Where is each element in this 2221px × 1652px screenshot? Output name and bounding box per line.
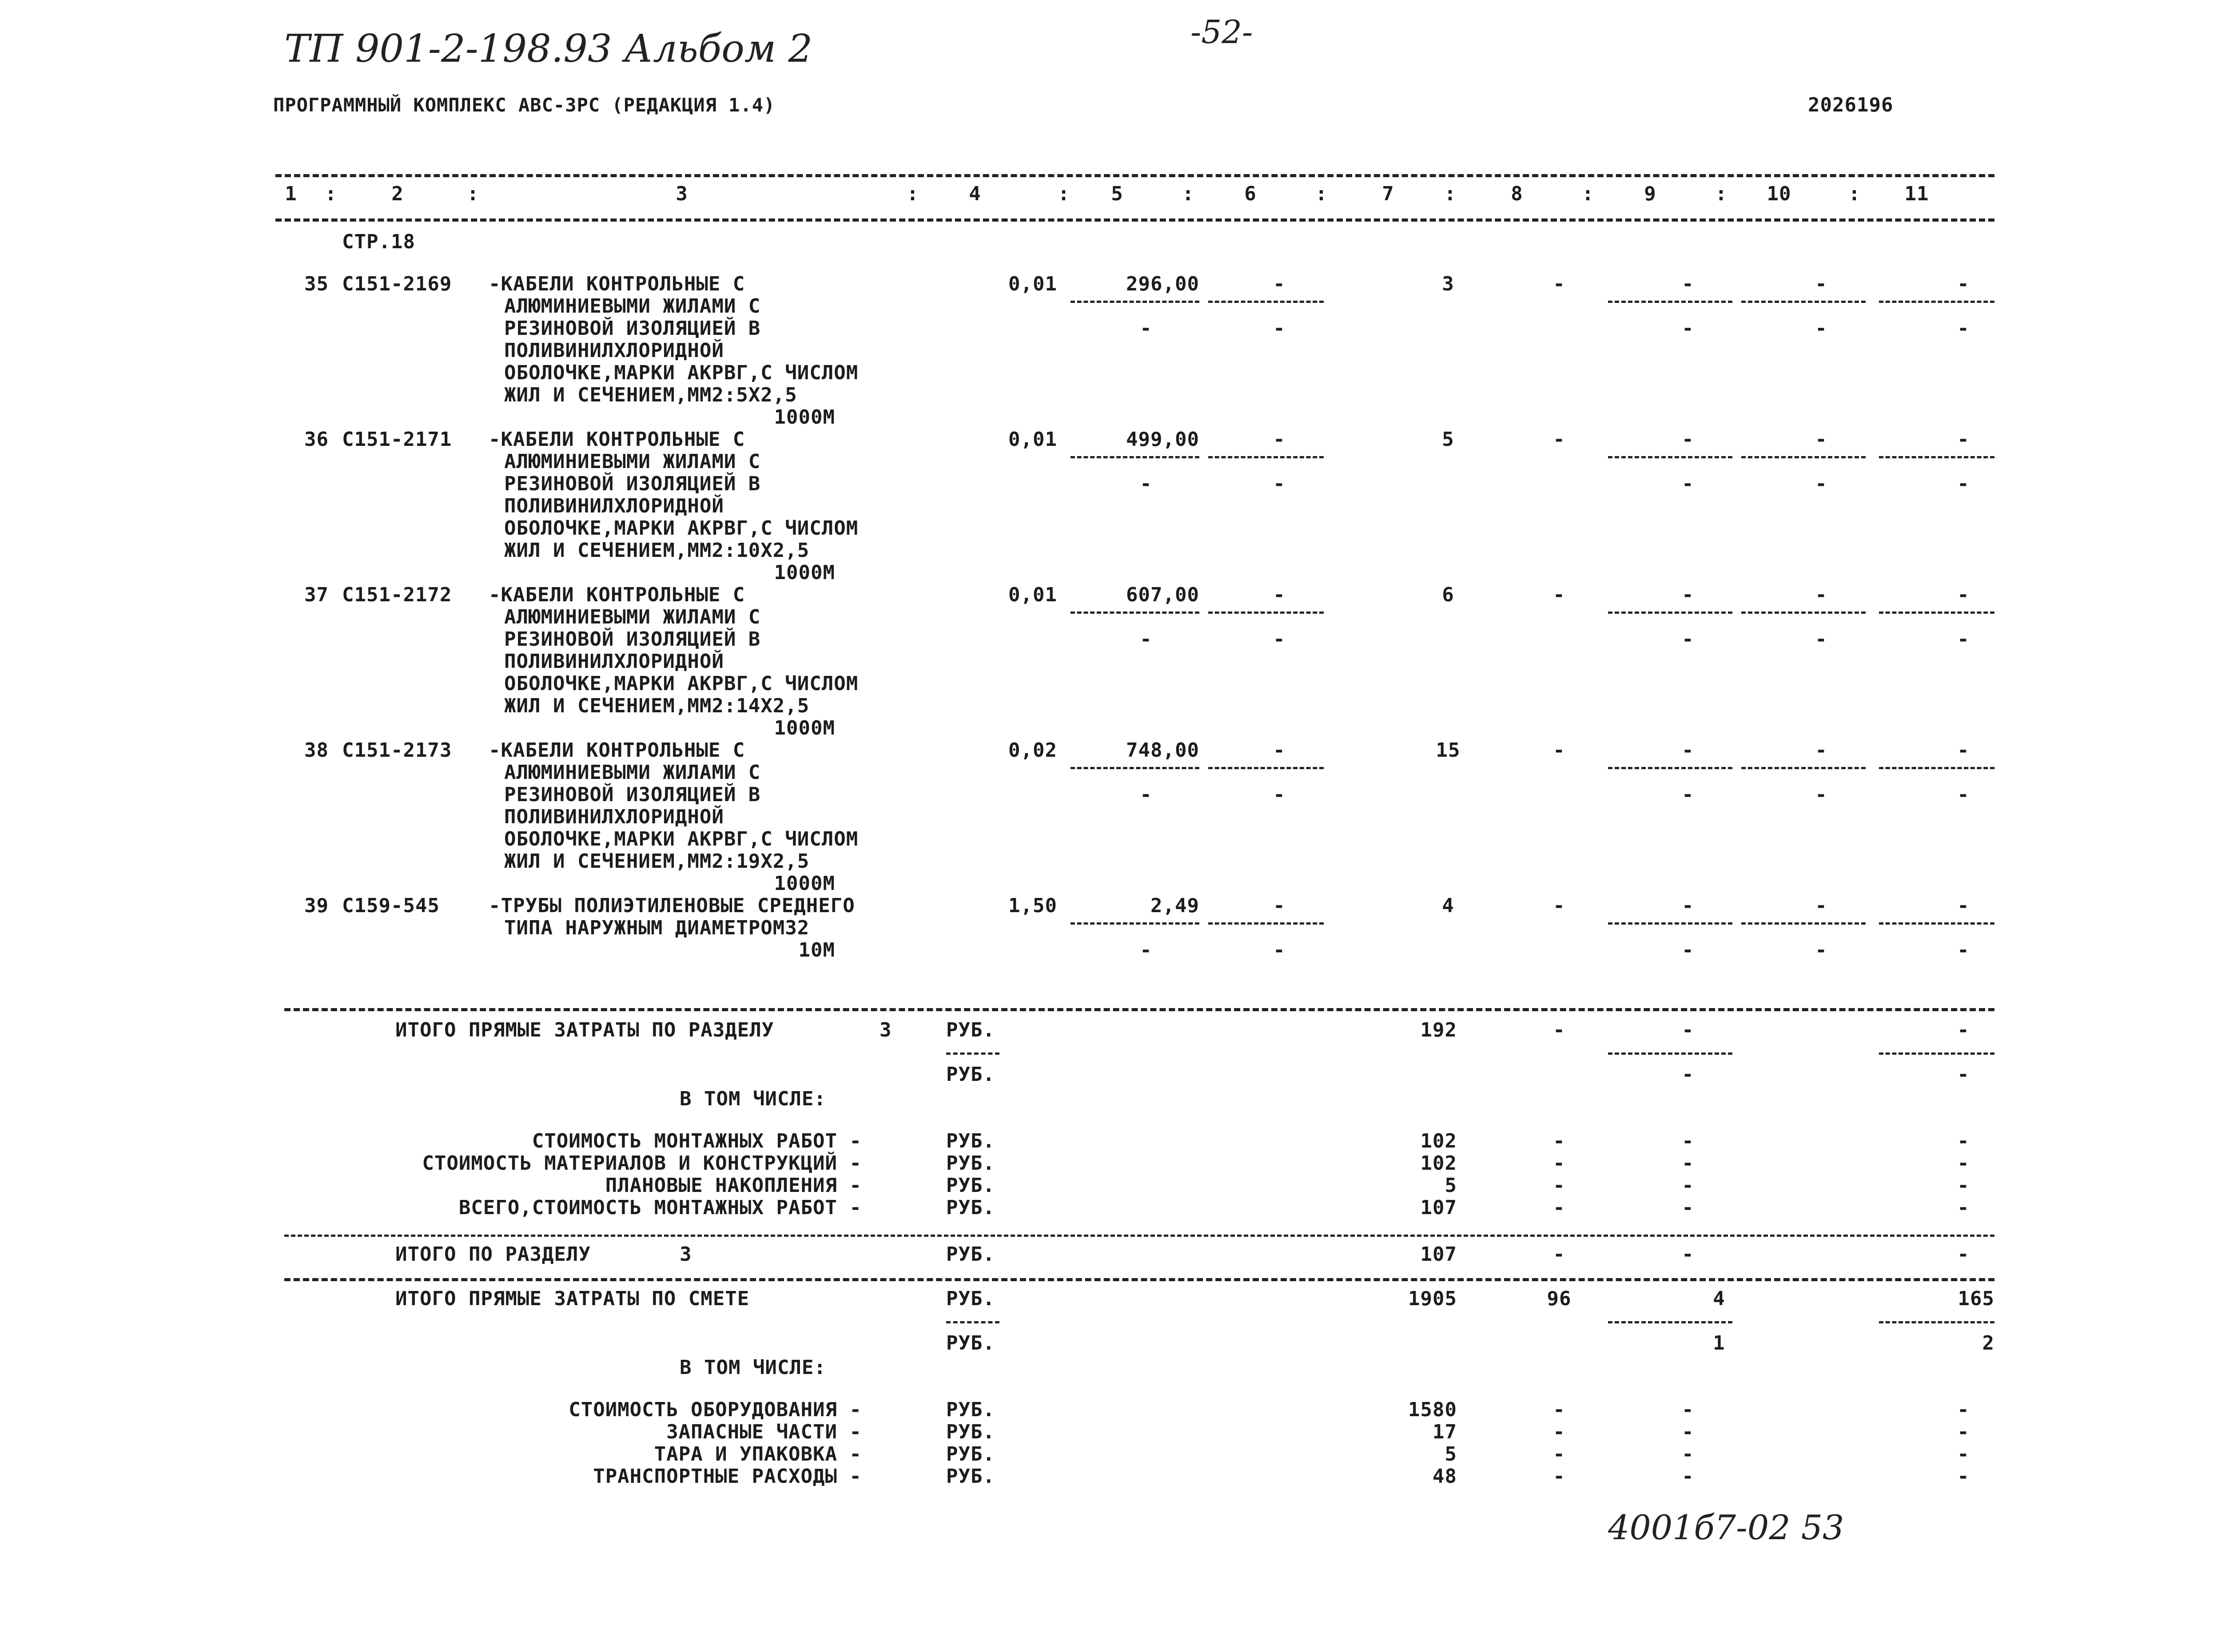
header-rule-bottom: [275, 218, 1994, 222]
row-col10-underline: [1741, 922, 1866, 925]
row-col5-underline: [1071, 456, 1199, 458]
row-description-line: АЛЮМИНИЕВЫМИ ЖИЛАМИ С: [504, 761, 761, 784]
estimate-c11: 165: [1958, 1287, 1994, 1310]
row-col11: -: [1957, 428, 1970, 451]
row-col8: -: [1553, 273, 1565, 295]
row-description-line: АЛЮМИНИЕВЫМИ ЖИЛАМИ С: [504, 450, 761, 473]
row-col9-sub: -: [1682, 628, 1694, 651]
row-code: С151-2171: [342, 428, 452, 451]
row-code: С151-2172: [342, 584, 452, 606]
row-col11: -: [1957, 273, 1970, 295]
row-col9: -: [1682, 739, 1694, 762]
row-col9: -: [1682, 584, 1694, 606]
breakdown-col7: 1580: [1408, 1398, 1457, 1421]
breakdown-col8: -: [1553, 1443, 1565, 1465]
row-col9-underline: [1608, 922, 1732, 925]
row-col4: 0,01: [1008, 428, 1057, 451]
row-code: С159-545: [342, 894, 440, 917]
column-separator: :: [1715, 183, 1727, 205]
row-description-line: ОБОЛОЧКЕ,МАРКИ АКРВГ,С ЧИСЛОМ: [504, 361, 859, 384]
row-col11-sub: -: [1957, 473, 1970, 495]
estimate-c9-underline: [1608, 1321, 1732, 1323]
row-code: С151-2169: [342, 273, 452, 295]
direct-total-c9-underline: [1608, 1052, 1732, 1055]
estimate-c9b: 1: [1713, 1332, 1725, 1354]
breakdown-col9: -: [1682, 1421, 1694, 1443]
row-description-line: ПОЛИВИНИЛХЛОРИДНОЙ: [504, 495, 724, 517]
estimate-rub-2: РУБ.: [946, 1332, 995, 1354]
row-col11-underline: [1879, 922, 1994, 925]
estimate-c7: 1905: [1408, 1287, 1457, 1310]
breakdown-col7: 48: [1433, 1465, 1457, 1488]
estimate-c11b: 2: [1982, 1332, 1994, 1354]
breakdown-col8: -: [1553, 1465, 1565, 1488]
breakdown-rub: РУБ.: [946, 1398, 995, 1421]
section-label: СТР.18: [342, 230, 415, 253]
breakdown-label: ПЛАНОВЫЕ НАКОПЛЕНИЯ -: [605, 1174, 862, 1197]
breakdown-rub: РУБ.: [946, 1421, 995, 1443]
breakdown-col9: -: [1682, 1130, 1694, 1152]
row-col10: -: [1815, 584, 1827, 606]
column-separator: :: [1444, 183, 1457, 205]
row-col10-underline: [1741, 456, 1866, 458]
breakdown-label: ТАРА И УПАКОВКА -: [654, 1443, 862, 1465]
breakdown-col7: 5: [1445, 1174, 1457, 1197]
row-col8: -: [1553, 739, 1565, 762]
row-col6-sub: -: [1273, 473, 1286, 495]
row-col11: -: [1957, 584, 1970, 606]
breakdown-rub: РУБ.: [946, 1152, 995, 1175]
column-separator: :: [1582, 183, 1594, 205]
row-description-line: АЛЮМИНИЕВЫМИ ЖИЛАМИ С: [504, 295, 761, 318]
breakdown-col9: -: [1682, 1465, 1694, 1488]
direct-total-c11: -: [1957, 1019, 1970, 1041]
row-unit: 1000М: [774, 406, 835, 429]
column-separator: :: [1315, 183, 1328, 205]
column-number-11: 11: [1904, 183, 1929, 205]
row-col6-underline: [1208, 767, 1324, 769]
row-col11-underline: [1879, 456, 1994, 458]
row-col10: -: [1815, 894, 1827, 917]
row-col7: 5: [1442, 428, 1454, 451]
row-col9: -: [1682, 273, 1694, 295]
estimate-rub: РУБ.: [946, 1287, 995, 1310]
row-description-line: ПОЛИВИНИЛХЛОРИДНОЙ: [504, 650, 724, 673]
row-col11-sub: -: [1957, 783, 1970, 806]
section-total-c9: -: [1682, 1243, 1694, 1266]
breakdown-col11: -: [1957, 1421, 1970, 1443]
row-col5: 607,00: [1126, 584, 1199, 606]
column-separator: :: [1058, 183, 1070, 205]
breakdown-label: СТОИМОСТЬ ОБОРУДОВАНИЯ -: [569, 1398, 862, 1421]
direct-total-c11b: -: [1957, 1063, 1970, 1086]
column-separator: :: [1182, 183, 1194, 205]
breakdown-rub: РУБ.: [946, 1174, 995, 1197]
breakdown-col9: -: [1682, 1443, 1694, 1465]
breakdown-col9: -: [1682, 1398, 1694, 1421]
program-title: ПРОГРАММНЫЙ КОМПЛЕКС АВС-3РС (РЕДАКЦИЯ 1.4): [273, 94, 776, 116]
row-unit: 1000М: [774, 872, 835, 895]
breakdown-col8: -: [1553, 1152, 1565, 1175]
row-unit: 1000М: [774, 561, 835, 584]
breakdown-label: СТОИМОСТЬ МАТЕРИАЛОВ И КОНСТРУКЦИЙ -: [422, 1152, 862, 1175]
row-col10-sub: -: [1815, 473, 1827, 495]
column-number-8: 8: [1511, 183, 1523, 205]
column-number-7: 7: [1382, 183, 1394, 205]
breakdown-label: ЗАПАСНЫЕ ЧАСТИ -: [666, 1421, 862, 1443]
row-col7: 6: [1442, 584, 1454, 606]
row-col5-underline: [1071, 612, 1199, 614]
row-number: 39: [304, 894, 329, 917]
row-description-line: ПОЛИВИНИЛХЛОРИДНОЙ: [504, 339, 724, 362]
breakdown-col11: -: [1957, 1398, 1970, 1421]
row-description-line: ОБОЛОЧКЕ,МАРКИ АКРВГ,С ЧИСЛОМ: [504, 828, 859, 850]
breakdown-col8: -: [1553, 1130, 1565, 1152]
row-col11-underline: [1879, 301, 1994, 303]
row-number: 36: [304, 428, 329, 451]
row-number: 38: [304, 739, 329, 762]
row-description-line: -КАБЕЛИ КОНТРОЛЬНЫЕ С: [489, 584, 745, 606]
row-col5-sub: -: [1140, 317, 1152, 340]
row-col6-sub: -: [1273, 783, 1286, 806]
breakdown-col7: 102: [1420, 1152, 1457, 1175]
row-description-line: -ТРУБЫ ПОЛИЭТИЛЕНОВЫЕ СРЕДНЕГО: [489, 894, 855, 917]
header-rule-top: [275, 174, 1994, 177]
section-total-c7: 107: [1420, 1243, 1457, 1266]
section-total-num: 3: [680, 1243, 692, 1266]
row-col9-sub: -: [1682, 317, 1694, 340]
row-col9-underline: [1608, 767, 1732, 769]
breakdown-rub: РУБ.: [946, 1196, 995, 1219]
breakdown-rub: РУБ.: [946, 1130, 995, 1152]
row-col10-underline: [1741, 767, 1866, 769]
breakdown-col8: -: [1553, 1196, 1565, 1219]
estimate-c8: 96: [1547, 1287, 1572, 1310]
column-number-1: 1: [285, 183, 297, 205]
row-col10-sub: -: [1815, 317, 1827, 340]
column-number-5: 5: [1111, 183, 1123, 205]
row-description-line: РЕЗИНОВОЙ ИЗОЛЯЦИЕЙ В: [504, 783, 761, 806]
column-separator: :: [325, 183, 337, 205]
estimate-rule-top: [284, 1278, 1994, 1281]
row-col5: 296,00: [1126, 273, 1199, 295]
breakdown-col11: -: [1957, 1443, 1970, 1465]
breakdown-col11: -: [1957, 1152, 1970, 1175]
breakdown-col11: -: [1957, 1174, 1970, 1197]
breakdown-col11: -: [1957, 1465, 1970, 1488]
direct-total-c9b: -: [1682, 1063, 1694, 1086]
row-col7: 3: [1442, 273, 1454, 295]
column-number-9: 9: [1644, 183, 1656, 205]
row-col11: -: [1957, 739, 1970, 762]
row-description-line: РЕЗИНОВОЙ ИЗОЛЯЦИЕЙ В: [504, 628, 761, 651]
row-col10-sub: -: [1815, 783, 1827, 806]
totals-rule-top: [284, 1008, 1994, 1011]
row-col6: -: [1273, 739, 1286, 762]
row-col10-underline: [1741, 301, 1866, 303]
row-col11: -: [1957, 894, 1970, 917]
row-col11-sub: -: [1957, 317, 1970, 340]
row-description-line: ПОЛИВИНИЛХЛОРИДНОЙ: [504, 806, 724, 828]
breakdown-label: СТОИМОСТЬ МОНТАЖНЫХ РАБОТ -: [532, 1130, 862, 1152]
row-description-line: ЖИЛ И СЕЧЕНИЕМ,ММ2:5Х2,5: [504, 384, 797, 406]
row-col4: 0,01: [1008, 273, 1057, 295]
column-number-2: 2: [391, 183, 404, 205]
row-col6-sub: -: [1273, 628, 1286, 651]
row-col5: 499,00: [1126, 428, 1199, 451]
breakdown-col9: -: [1682, 1174, 1694, 1197]
direct-total-section-num: 3: [880, 1019, 892, 1041]
row-col8: -: [1553, 894, 1565, 917]
row-col5-underline: [1071, 767, 1199, 769]
row-col9-underline: [1608, 612, 1732, 614]
row-col9-underline: [1608, 456, 1732, 458]
row-col8: -: [1553, 584, 1565, 606]
row-col6-sub: -: [1273, 939, 1286, 961]
column-number-3: 3: [676, 183, 688, 205]
row-unit: 1000М: [774, 717, 835, 739]
row-description-line: ЖИЛ И СЕЧЕНИЕМ,ММ2:19Х2,5: [504, 850, 810, 873]
direct-total-c9: -: [1682, 1019, 1694, 1041]
section-total-c8: -: [1553, 1243, 1565, 1266]
row-col6-underline: [1208, 922, 1324, 925]
row-col6: -: [1273, 428, 1286, 451]
breakdown-rub: РУБ.: [946, 1465, 995, 1488]
row-col5: 2,49: [1150, 894, 1199, 917]
including-label: В ТОМ ЧИСЛЕ:: [680, 1088, 826, 1110]
direct-total-rub-2: РУБ.: [946, 1063, 995, 1086]
row-col10-sub: -: [1815, 628, 1827, 651]
breakdown-col7: 17: [1433, 1421, 1457, 1443]
row-col5: 748,00: [1126, 739, 1199, 762]
row-col9: -: [1682, 428, 1694, 451]
section-total-label: ИТОГО ПО РАЗДЕЛУ: [395, 1243, 591, 1266]
section-total-c11: -: [1957, 1243, 1970, 1266]
row-col4: 0,01: [1008, 584, 1057, 606]
row-col9-sub: -: [1682, 939, 1694, 961]
row-description-line: ОБОЛОЧКЕ,МАРКИ АКРВГ,С ЧИСЛОМ: [504, 672, 859, 695]
doc-code: ТП 901-2-198.93 Альбом 2: [284, 27, 813, 71]
row-col10-underline: [1741, 612, 1866, 614]
breakdown-col9: -: [1682, 1196, 1694, 1219]
row-col6-underline: [1208, 456, 1324, 458]
row-col6-underline: [1208, 301, 1324, 303]
row-unit: 10М: [798, 939, 835, 961]
estimate-c9: 4: [1713, 1287, 1725, 1310]
row-col6-sub: -: [1273, 317, 1286, 340]
row-col5-underline: [1071, 301, 1199, 303]
row-number: 37: [304, 584, 329, 606]
row-col11-sub: -: [1957, 939, 1970, 961]
row-col6: -: [1273, 584, 1286, 606]
row-number: 35: [304, 273, 329, 295]
row-col5-sub: -: [1140, 628, 1152, 651]
breakdown-col7: 107: [1420, 1196, 1457, 1219]
breakdown-label: ТРАНСПОРТНЫЕ РАСХОДЫ -: [593, 1465, 862, 1488]
row-col10-sub: -: [1815, 939, 1827, 961]
row-col9-sub: -: [1682, 473, 1694, 495]
direct-total-rub-underline: [946, 1052, 999, 1055]
doc-number: 2026196: [1808, 94, 1894, 116]
row-col11-underline: [1879, 767, 1994, 769]
breakdown-col9: -: [1682, 1152, 1694, 1175]
estimate-direct-label: ИТОГО ПРЯМЫЕ ЗАТРАТЫ ПО СМЕТЕ: [395, 1287, 750, 1310]
breakdown-col7: 5: [1445, 1443, 1457, 1465]
breakdown-col8: -: [1553, 1421, 1565, 1443]
breakdown-rub: РУБ.: [946, 1443, 995, 1465]
column-number-10: 10: [1767, 183, 1791, 205]
row-col4: 0,02: [1008, 739, 1057, 762]
direct-total-c8: -: [1553, 1019, 1565, 1041]
section-total-rule: [284, 1235, 1994, 1237]
column-number-4: 4: [969, 183, 981, 205]
estimate-c11-underline: [1879, 1321, 1994, 1323]
row-col4: 1,50: [1008, 894, 1057, 917]
breakdown-label: ВСЕГО,СТОИМОСТЬ МОНТАЖНЫХ РАБОТ -: [458, 1196, 862, 1219]
footer-stamp: 4001б7-02 53: [1608, 1508, 1844, 1547]
row-col10: -: [1815, 739, 1827, 762]
column-number-6: 6: [1244, 183, 1257, 205]
row-description-line: -КАБЕЛИ КОНТРОЛЬНЫЕ С: [489, 428, 745, 451]
direct-total-c7: 192: [1420, 1019, 1457, 1041]
page-number: -52-: [1190, 13, 1253, 51]
direct-total-rub: РУБ.: [946, 1019, 995, 1041]
row-col9-underline: [1608, 301, 1732, 303]
row-description-line: РЕЗИНОВОЙ ИЗОЛЯЦИЕЙ В: [504, 473, 761, 495]
column-separator: :: [1848, 183, 1861, 205]
row-description-line: -КАБЕЛИ КОНТРОЛЬНЫЕ С: [489, 739, 745, 762]
row-code: С151-2173: [342, 739, 452, 762]
row-col11-sub: -: [1957, 628, 1970, 651]
row-col9: -: [1682, 894, 1694, 917]
row-col10: -: [1815, 273, 1827, 295]
column-separator: :: [467, 183, 479, 205]
direct-total-label: ИТОГО ПРЯМЫЕ ЗАТРАТЫ ПО РАЗДЕЛУ: [395, 1019, 774, 1041]
estimate-including: В ТОМ ЧИСЛЕ:: [680, 1356, 826, 1379]
direct-total-c11-underline: [1879, 1052, 1994, 1055]
row-col8: -: [1553, 428, 1565, 451]
row-col9-sub: -: [1682, 783, 1694, 806]
row-col10: -: [1815, 428, 1827, 451]
breakdown-col11: -: [1957, 1196, 1970, 1219]
row-description-line: РЕЗИНОВОЙ ИЗОЛЯЦИЕЙ В: [504, 317, 761, 340]
row-description-line: ОБОЛОЧКЕ,МАРКИ АКРВГ,С ЧИСЛОМ: [504, 517, 859, 540]
breakdown-col7: 102: [1420, 1130, 1457, 1152]
section-total-rub: РУБ.: [946, 1243, 995, 1266]
row-col5-sub: -: [1140, 473, 1152, 495]
breakdown-col11: -: [1957, 1130, 1970, 1152]
column-separator: :: [907, 183, 919, 205]
row-col7: 4: [1442, 894, 1454, 917]
row-description-line: ТИПА НАРУЖНЫМ ДИАМЕТРОМ32: [504, 917, 810, 939]
breakdown-col8: -: [1553, 1174, 1565, 1197]
row-description-line: -КАБЕЛИ КОНТРОЛЬНЫЕ С: [489, 273, 745, 295]
row-description-line: ЖИЛ И СЕЧЕНИЕМ,ММ2:14Х2,5: [504, 695, 810, 717]
row-col7: 15: [1436, 739, 1461, 762]
row-col6-underline: [1208, 612, 1324, 614]
row-description-line: ЖИЛ И СЕЧЕНИЕМ,ММ2:10Х2,5: [504, 539, 810, 562]
row-col5-underline: [1071, 922, 1199, 925]
row-col6: -: [1273, 273, 1286, 295]
row-description-line: АЛЮМИНИЕВЫМИ ЖИЛАМИ С: [504, 606, 761, 628]
row-col6: -: [1273, 894, 1286, 917]
breakdown-col8: -: [1553, 1398, 1565, 1421]
row-col5-sub: -: [1140, 939, 1152, 961]
row-col5-sub: -: [1140, 783, 1152, 806]
estimate-rub-underline: [946, 1321, 999, 1323]
row-col11-underline: [1879, 612, 1994, 614]
